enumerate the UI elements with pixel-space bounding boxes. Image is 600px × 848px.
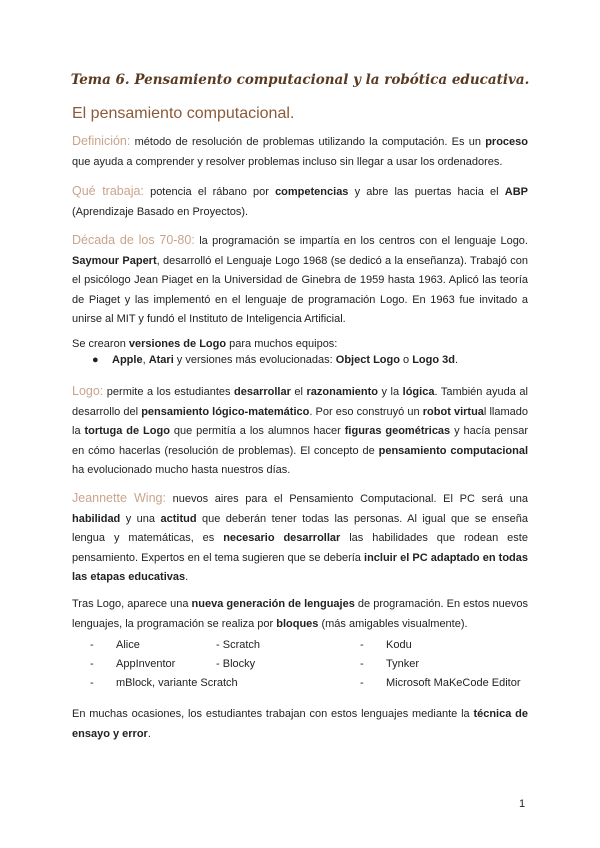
decada-label: Década de los 70-80:: [72, 233, 195, 247]
language-label: Kodu: [386, 639, 412, 651]
decada-paragraph: [72, 231, 528, 330]
que-trabaja-paragraph: [72, 182, 528, 222]
wing-bold: necesario desarrollar: [223, 532, 341, 544]
dash: -: [90, 677, 94, 689]
language-label: Microsoft MaKeCode Editor: [386, 677, 521, 689]
bullet-text: ,: [142, 354, 149, 366]
dash: -: [90, 639, 94, 651]
language-item: [360, 658, 419, 670]
dash: -: [360, 677, 364, 689]
language-item: [360, 639, 412, 651]
dash: -: [90, 658, 94, 670]
final-paragraph: [72, 705, 528, 744]
language-label: Scratch: [222, 639, 261, 651]
language-item: [90, 677, 238, 689]
bullet-text: o: [399, 354, 413, 366]
bullet-item: [92, 354, 458, 366]
versiones-bold: versiones de Logo: [128, 338, 227, 350]
bullet-bold: Apple: [112, 354, 143, 366]
definicion-text: método de resolución de problemas utilizando la computación. Es un: [130, 136, 486, 148]
logo-text: el: [290, 386, 307, 398]
language-item: [216, 658, 255, 670]
wing-text: nuevos aires para el Pensamiento Computacional. El PC será una: [165, 493, 528, 505]
definicion-text: que ayuda a comprender y resolver problemas incluso sin llegar a usar los ordenadores.: [72, 155, 503, 168]
wing-text: .: [185, 571, 189, 583]
definicion-bold: proceso: [485, 136, 528, 148]
final-text: .: [147, 727, 151, 740]
que-trabaja-text: potencia el rábano por: [143, 186, 276, 198]
versiones-paragraph: [72, 335, 528, 355]
dash: -: [360, 639, 364, 651]
wing-text: que deberán tener todas las personas. Al igual que se enseña lengua y matemáticas, es: [72, 512, 528, 544]
logo-bold: figuras geométricas: [344, 425, 451, 437]
decada-text: la programación se impartía en los centros con el lenguaje Logo.: [194, 235, 528, 247]
tras-bold: nueva generación de lenguajes: [191, 598, 355, 610]
language-label: Blocky: [222, 658, 256, 670]
language-label: AppInventor: [116, 658, 176, 670]
bullet-bold: Atari: [148, 354, 174, 366]
definicion-label: Definición:: [72, 134, 131, 148]
logo-text: y hacía pensar en cómo hacerlas (resolución de problemas). El concepto de: [72, 425, 528, 457]
wing-text: las habilidades que rodean este pensamiento. Expertos en el tema sugieren que se debería: [72, 532, 528, 564]
decada-bold: Saymour Papert: [72, 254, 157, 267]
language-item: [360, 677, 521, 689]
bullet-bold: Object Logo: [335, 354, 400, 366]
logo-text: . También ayuda al desarrollo del: [72, 386, 528, 418]
language-item: [216, 639, 260, 651]
logo-bold: robot virtua: [422, 405, 484, 418]
decada-text: , desarrolló el Lenguaje Logo 1968 (se dedicó a la enseñanza). Trabajó con el psicólogo Jean Piaget en la Universidad de Ginebra de 1959 hasta 1963. Aplicó las teoría de Piaget y las implementó en el lenguaje de programación Logo. En 1963 fue invitado a unirse al MIT y fundó el Instituto de Inteligencia Artificial.: [72, 254, 528, 325]
wing-paragraph: [72, 489, 528, 588]
bullet-text: .: [454, 354, 459, 366]
versiones-text: Se crearon: [72, 338, 129, 350]
wing-text: y una: [120, 512, 161, 525]
que-trabaja-text: y abre las puertas hacia el: [348, 186, 505, 198]
logo-label: Logo:: [72, 384, 104, 398]
tras-logo-paragraph: [72, 595, 528, 634]
language-label: mBlock, variante Scratch: [116, 677, 238, 689]
versiones-text: para muchos equipos:: [226, 338, 338, 350]
language-label: Alice: [116, 639, 140, 651]
language-label: Tynker: [386, 658, 420, 670]
logo-bold: lógica: [402, 386, 435, 398]
logo-text: y la: [378, 386, 403, 398]
logo-text: que permitía a los alumnos hacer: [169, 425, 345, 437]
logo-bold: pensamiento computacional: [378, 444, 528, 457]
tras-bold: bloques: [276, 617, 319, 630]
logo-bold: tortuga de Logo: [84, 425, 170, 437]
logo-text: ha evolucionado mucho hasta nuestros días.: [72, 464, 291, 476]
dash: -: [216, 658, 220, 670]
logo-bold: pensamiento lógico-matemático: [141, 405, 310, 418]
tras-text: (más amigables visualmente).: [318, 617, 468, 630]
que-trabaja-text: (Aprendizaje Basado en Proyectos).: [72, 205, 249, 218]
section-heading: El pensamiento computacional.: [72, 105, 295, 122]
dash: -: [216, 639, 220, 651]
que-trabaja-bold: ABP: [504, 186, 528, 198]
wing-label: Jeannette Wing:: [72, 491, 166, 505]
logo-text: . Por eso construyó un: [309, 405, 423, 418]
bullet-bold: Logo 3d: [412, 354, 455, 366]
bullet-dot: ●: [92, 354, 99, 366]
definicion-paragraph: [72, 132, 528, 172]
language-item: [90, 658, 175, 670]
logo-bold: razonamiento: [306, 386, 379, 398]
tras-text: de programación. En estos nuevos lenguajes, la programación se realiza por: [72, 598, 529, 630]
final-text: En muchas ocasiones, los estudiantes trabajan con estos lenguajes mediante la: [72, 708, 474, 720]
final-bold: técnica de ensayo y error: [72, 708, 528, 740]
wing-bold: incluir el PC adaptado en todas las etapas educativas: [72, 551, 529, 583]
que-trabaja-label: Qué trabaja:: [72, 184, 144, 198]
language-item: [90, 639, 140, 651]
logo-text: l llamado la: [72, 405, 528, 437]
dash: -: [360, 658, 364, 670]
wing-bold: habilidad: [72, 512, 121, 525]
logo-text: permite a los estudiantes: [103, 386, 235, 398]
wing-bold: actitud: [160, 512, 197, 525]
page-number: 1: [519, 798, 526, 810]
que-trabaja-bold: competencias: [275, 186, 349, 198]
logo-bold: desarrollar: [234, 386, 291, 398]
logo-paragraph: [72, 382, 528, 481]
bullet-text: y versiones más evolucionadas:: [173, 354, 336, 366]
document-title: Tema 6. Pensamiento computacional y la robótica educativa.: [70, 72, 530, 88]
tras-text: Tras Logo, aparece una: [72, 598, 192, 610]
